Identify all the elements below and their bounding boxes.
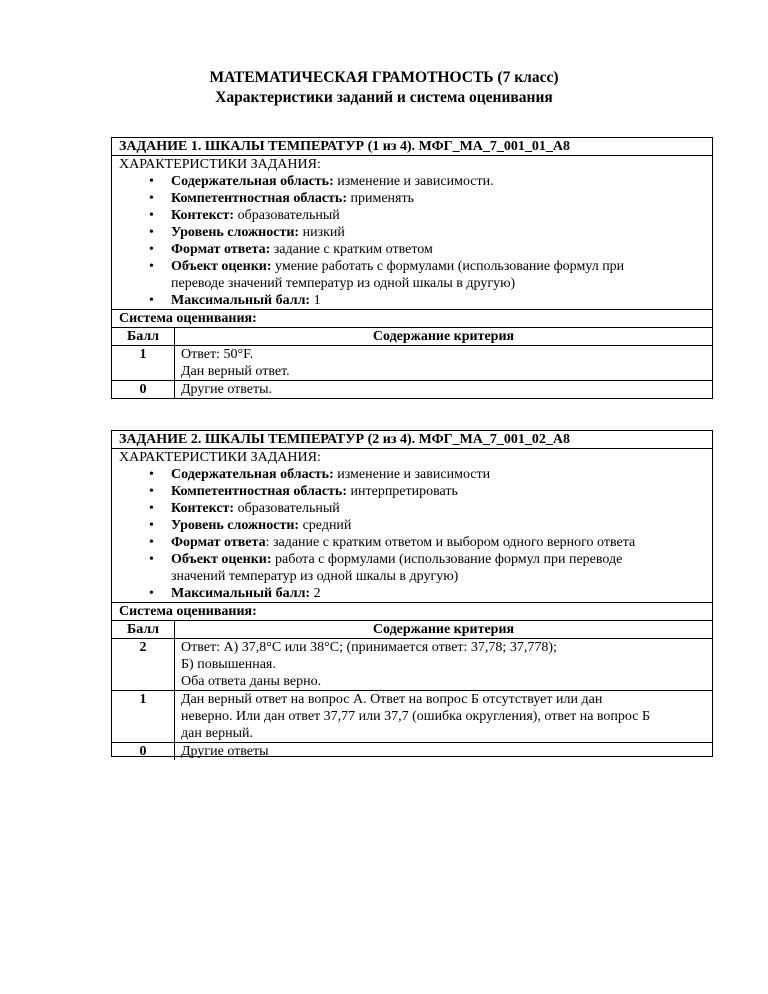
- task-2-block: [111, 430, 713, 757]
- criteria-table-wrap: [112, 328, 712, 398]
- task-heading: ЗАДАНИЕ 1. ШКАЛЫ ТЕМПЕРАТУР (1 из 4). МФГ_МА_7_001_01_А8: [112, 138, 712, 156]
- list-item: • Объект оценки: умение работать с формулами (использование формул при переводе значений температур из одной шкалы в другую): [171, 258, 705, 292]
- criteria-table-wrap: [112, 621, 712, 760]
- col-score-header: Балл: [112, 621, 175, 639]
- list-item: • Объект оценки: работа с формулами (использование формул при переводе значений температур из одной шкалы в другую): [171, 551, 705, 585]
- list-item: • Содержательная область: изменение и зависимости: [171, 466, 705, 483]
- list-item: • Контекст: образовательный: [171, 207, 705, 224]
- criteria-table: [112, 328, 712, 398]
- criteria-cell: Другие ответы.: [175, 381, 713, 399]
- list-item: • Формат ответа: задание с кратким ответом: [171, 241, 705, 258]
- list-item: • Уровень сложности: средний: [171, 517, 705, 534]
- characteristics-list: [119, 173, 705, 309]
- table-header-row: [112, 328, 712, 346]
- criteria-cell: Ответ: 50°F. Дан верный ответ.: [175, 346, 713, 381]
- characteristics-label: ХАРАКТЕРИСТИКИ ЗАДАНИЯ:: [119, 157, 321, 172]
- table-row: [112, 639, 712, 691]
- table-row: [112, 346, 712, 381]
- table-header-row: [112, 621, 712, 639]
- col-score-header: Балл: [112, 328, 175, 346]
- list-item: • Компетентностная область: интерпретировать: [171, 483, 705, 500]
- criteria-table: [112, 621, 712, 760]
- task-1-block: [111, 137, 713, 399]
- table-row: [112, 691, 712, 743]
- criteria-cell: Другие ответы: [175, 743, 713, 761]
- list-item: • Уровень сложности: низкий: [171, 224, 705, 241]
- table-row: [112, 381, 712, 399]
- criteria-cell: Дан верный ответ на вопрос А. Ответ на вопрос Б отсутствует или дан неверно. Или дан ответ 37,77 или 37,7 (ошибка округления), ответ на вопрос Б дан верный.: [175, 691, 713, 743]
- document-title: МАТЕМАТИЧЕСКАЯ ГРАМОТНОСТЬ (7 класс): [209, 69, 559, 86]
- score-cell: 2: [112, 639, 175, 691]
- criteria-cell: Ответ: А) 37,8°С или 38°С; (принимается ответ: 37,78; 37,778); Б) повышенная. Оба ответа даны верно.: [175, 639, 713, 691]
- task-heading: ЗАДАНИЕ 2. ШКАЛЫ ТЕМПЕРАТУР (2 из 4). МФГ_МА_7_001_02_А8: [112, 431, 712, 449]
- task-characteristics: [112, 449, 712, 603]
- score-cell: 0: [112, 381, 175, 399]
- scoring-label: Система оценивания:: [112, 603, 712, 621]
- list-item: • Максимальный балл: 1: [171, 292, 705, 309]
- list-item: • Максимальный балл: 2: [171, 585, 705, 602]
- task-characteristics: [112, 156, 712, 310]
- scoring-label: Система оценивания:: [112, 310, 712, 328]
- characteristics-list: [119, 466, 705, 602]
- score-cell: 1: [112, 346, 175, 381]
- table-row: [112, 743, 712, 761]
- col-criteria-header: Содержание критерия: [372, 622, 515, 637]
- score-cell: 1: [112, 691, 175, 743]
- list-item: • Контекст: образовательный: [171, 500, 705, 517]
- col-criteria-header: Содержание критерия: [372, 329, 515, 344]
- list-item: • Формат ответа: задание с кратким ответом и выбором одного верного ответа: [171, 534, 705, 551]
- page-title: [0, 68, 768, 108]
- score-cell: 0: [112, 743, 175, 761]
- list-item: • Содержательная область: изменение и зависимости.: [171, 173, 705, 190]
- document-subtitle: Характеристики заданий и система оценивания: [215, 89, 553, 106]
- characteristics-label: ХАРАКТЕРИСТИКИ ЗАДАНИЯ:: [119, 450, 321, 465]
- list-item: • Компетентностная область: применять: [171, 190, 705, 207]
